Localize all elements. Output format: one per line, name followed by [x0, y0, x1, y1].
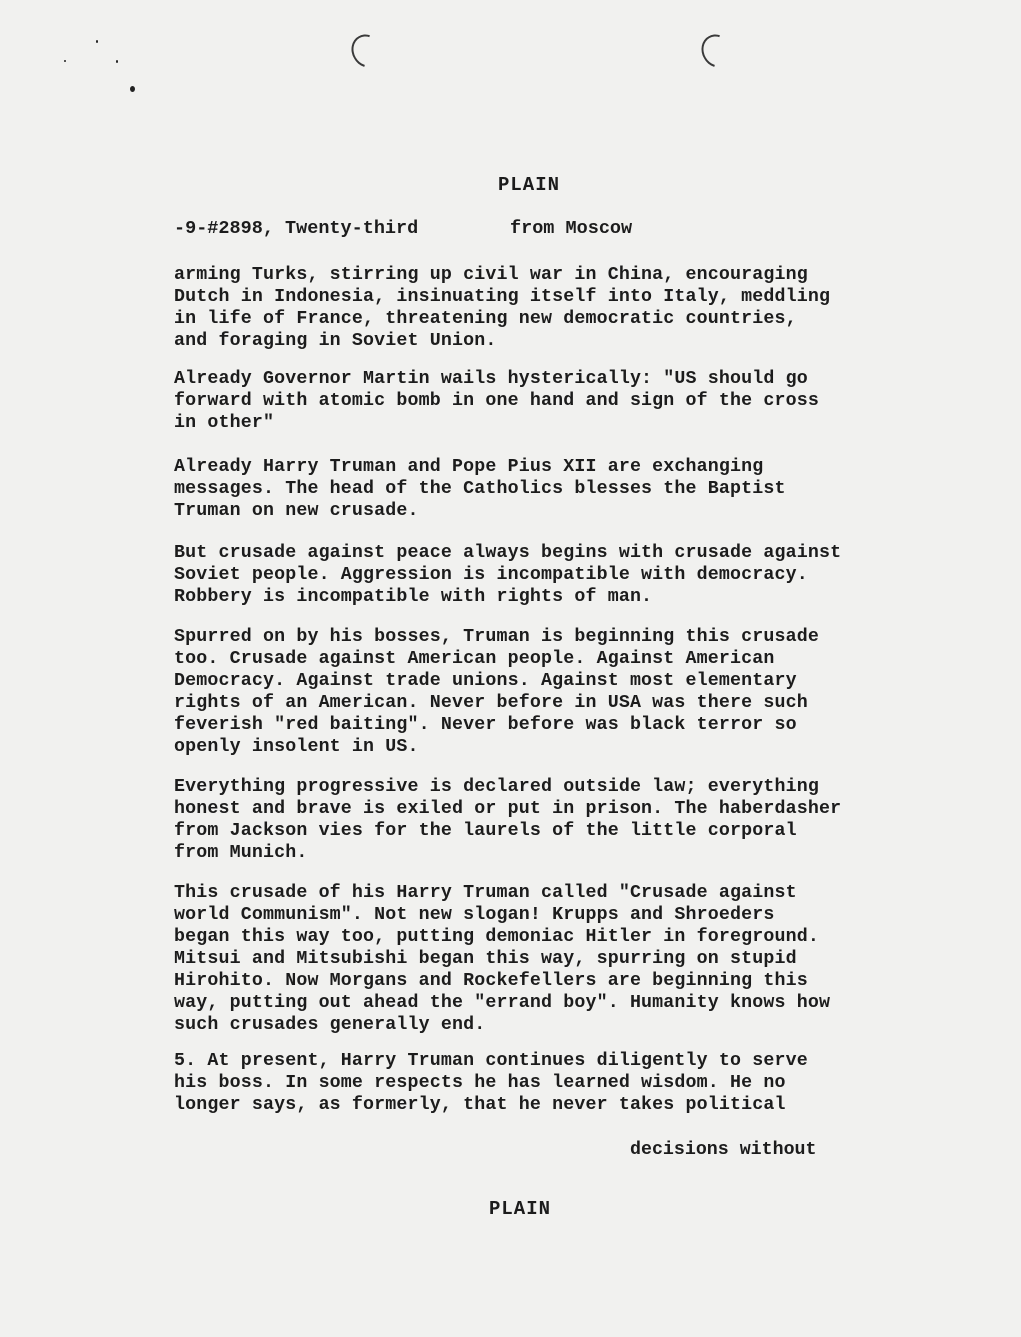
telegram-origin: from Moscow: [510, 218, 633, 239]
body-paragraph: This crusade of his Harry Truman called "Crusade against world Communism". Not new slogan! Krupps and Shroeders began this way too, putting demoniac Hitler in foreground. Mitsui and Mitsubishi began this way, spurring on stupid Hirohito. Now Morgans and Rockefellers are beginning this way, putting out ahead the "errand boy". Humanity knows how such crusades generally end.: [174, 883, 831, 1035]
classification-header: PLAIN: [498, 174, 561, 196]
body-paragraph: Spurred on by his bosses, Truman is beginning this crusade too. Crusade against American people. Against American Democracy. Against trade unions. Against most elementary rights of an American. Never before in USA was there such feverish "red baiting". Never before was black terror so openly insolent in US.: [174, 627, 819, 757]
body-paragraph: Already Harry Truman and Pope Pius XII are exchanging messages. The head of the Catholics blesses the Baptist Truman on new crusade.: [174, 457, 786, 521]
page-continuation: decisions without: [630, 1140, 817, 1160]
ink-speck: [96, 40, 98, 43]
punch-hole-mark: [696, 29, 739, 73]
body-paragraph: Everything progressive is declared outside law; everything honest and brave is exiled or put in prison. The haberdasher from Jackson vies for the laurels of the little corporal from Munich.: [174, 777, 842, 863]
telegram-reference: -9-#2898, Twenty-third: [174, 218, 419, 239]
body-paragraph: 5. At present, Harry Truman continues diligently to serve his boss. In some respects he has learned wisdom. He no longer says, as formerly, that he never takes political: [174, 1051, 808, 1115]
body-paragraph: But crusade against peace always begins with crusade against Soviet people. Aggression is incompatible with democracy. Robbery is incompatible with rights of man.: [174, 543, 842, 607]
ink-speck: [64, 60, 66, 62]
ink-speck: [116, 60, 118, 63]
body-paragraph: arming Turks, stirring up civil war in China, encouraging Dutch in Indonesia, insinuating itself into Italy, meddling in life of France, threatening new democratic countries, and foraging in Soviet Union.: [174, 265, 831, 351]
ink-speck: [130, 86, 135, 92]
classification-footer: PLAIN: [489, 1198, 552, 1220]
body-paragraph: Already Governor Martin wails hysterically: "US should go forward with atomic bomb in one hand and sign of the cross in other": [174, 369, 819, 433]
telegram-reference-line: [174, 218, 633, 239]
punch-hole-mark: [346, 29, 389, 73]
